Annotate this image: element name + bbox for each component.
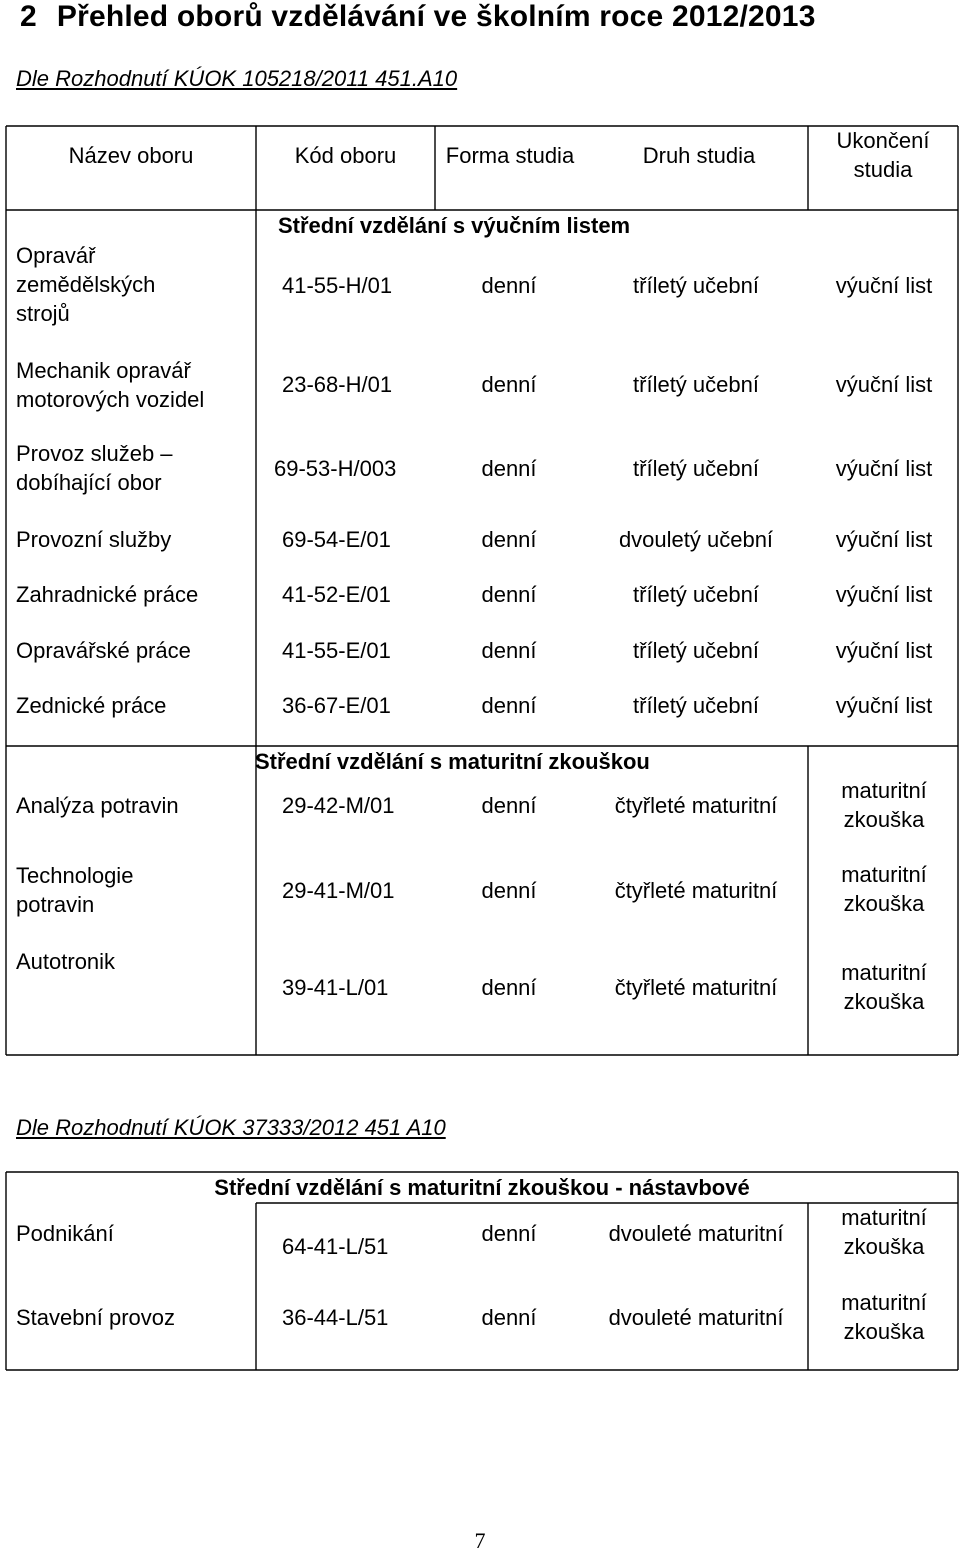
table-row-completion: výuční list — [835, 455, 933, 481]
table-row-name: Stavební provoz — [16, 1304, 175, 1330]
table-row-name: Provozní služby — [16, 526, 172, 552]
table-row-code: 69-53-H/003 — [274, 455, 397, 481]
table-row-completion: výuční list — [835, 581, 933, 607]
table-row-name: Opravářské práce — [16, 637, 191, 663]
table-row-form: denní — [481, 877, 537, 903]
column-header-form: Forma studia — [445, 142, 575, 168]
decision-reference-1: Dle Rozhodnutí KÚOK 105218/2011 451.A10 — [16, 66, 458, 91]
page-number: 7 — [474, 1528, 486, 1553]
table-row-code: 29-42-M/01 — [282, 792, 395, 818]
column-header-code: Kód oboru — [294, 142, 397, 168]
table-row-type: dvouleté maturitní — [608, 1220, 784, 1246]
table-row-type: tříletý učební — [633, 692, 759, 718]
table-row-type: dvouleté maturitní — [608, 1304, 784, 1330]
table-row-completion: maturitní zkouška — [841, 960, 927, 1014]
table-row-form: denní — [481, 371, 537, 397]
group-title-maturita: Střední vzdělání s maturitní zkouškou — [255, 748, 650, 774]
table-row-code: 41-55-E/01 — [282, 637, 391, 663]
table-row-form: denní — [481, 792, 537, 818]
table-row-completion: výuční list — [835, 526, 933, 552]
table-row-type: tříletý učební — [633, 371, 759, 397]
table-row-form: denní — [481, 692, 537, 718]
table-row-name: Mechanik opravář motorových vozidel — [16, 358, 205, 412]
table-row-completion: výuční list — [835, 637, 933, 663]
table-row-completion: výuční list — [835, 371, 933, 397]
section-title: Přehled oborů vzdělávání ve školním roce 2012/2013 — [56, 0, 816, 33]
table-row-form: denní — [481, 455, 537, 481]
table-row-code: 29-41-M/01 — [282, 877, 395, 903]
table-row-name: Podnikání — [16, 1220, 114, 1246]
table-row-code: 41-55-H/01 — [282, 272, 393, 298]
table-row-code: 69-54-E/01 — [282, 526, 391, 552]
table-row-completion: maturitní zkouška — [841, 778, 927, 832]
table-row-code: 36-44-L/51 — [282, 1304, 389, 1330]
table-row-name: Zahradnické práce — [16, 581, 199, 607]
decision-reference-2: Dle Rozhodnutí KÚOK 37333/2012 451 A10 — [16, 1115, 446, 1140]
table-row-type: tříletý učební — [633, 272, 759, 298]
table-row-form: denní — [481, 1220, 537, 1246]
table-row-code: 23-68-H/01 — [282, 371, 393, 397]
table-row-type: čtyřleté maturitní — [614, 877, 778, 903]
table-row-type: čtyřleté maturitní — [614, 792, 778, 818]
table-row-type: tříletý učební — [633, 637, 759, 663]
column-header-type: Druh studia — [642, 142, 756, 168]
table-row-form: denní — [481, 637, 537, 663]
column-header-name: Název oboru — [68, 142, 194, 168]
section-heading — [20, 0, 816, 34]
table-row-type: tříletý učební — [633, 455, 759, 481]
table-row-name: Provoz služeb – dobíhající obor — [16, 441, 173, 495]
table-row-name: Technologie potravin — [16, 863, 134, 917]
table-row-name: Analýza potravin — [16, 792, 179, 818]
table-row-completion: maturitní zkouška — [841, 1205, 927, 1259]
column-header-completion: Ukončení studia — [836, 128, 930, 182]
table-row-form: denní — [481, 974, 537, 1000]
table-row-completion: výuční list — [835, 272, 933, 298]
table-row-form: denní — [481, 581, 537, 607]
group-title-vocational: Střední vzdělání s výučním listem — [278, 212, 631, 238]
table-row-type: dvouletý učební — [618, 526, 774, 552]
section-number: 2 — [20, 0, 37, 33]
table-row-completion: výuční list — [835, 692, 933, 718]
table-row-name: Autotronik — [16, 948, 116, 974]
table-row-name: Opravář zemědělských strojů — [16, 242, 156, 326]
table-row-form: denní — [481, 526, 537, 552]
table-row-code: 36-67-E/01 — [282, 692, 391, 718]
table-row-code: 39-41-L/01 — [282, 974, 389, 1000]
table-row-code: 64-41-L/51 — [282, 1233, 389, 1259]
table-row-form: denní — [481, 1304, 537, 1330]
group-title-extension: Střední vzdělání s maturitní zkouškou - nástavbové — [214, 1174, 750, 1200]
table-row-completion: maturitní zkouška — [841, 862, 927, 916]
table-row-name: Zednické práce — [16, 692, 167, 718]
table-row-completion: maturitní zkouška — [841, 1290, 927, 1344]
table-row-form: denní — [481, 272, 537, 298]
table-row-type: tříletý učební — [633, 581, 759, 607]
table-row-code: 41-52-E/01 — [282, 581, 391, 607]
table-row-type: čtyřleté maturitní — [614, 974, 778, 1000]
